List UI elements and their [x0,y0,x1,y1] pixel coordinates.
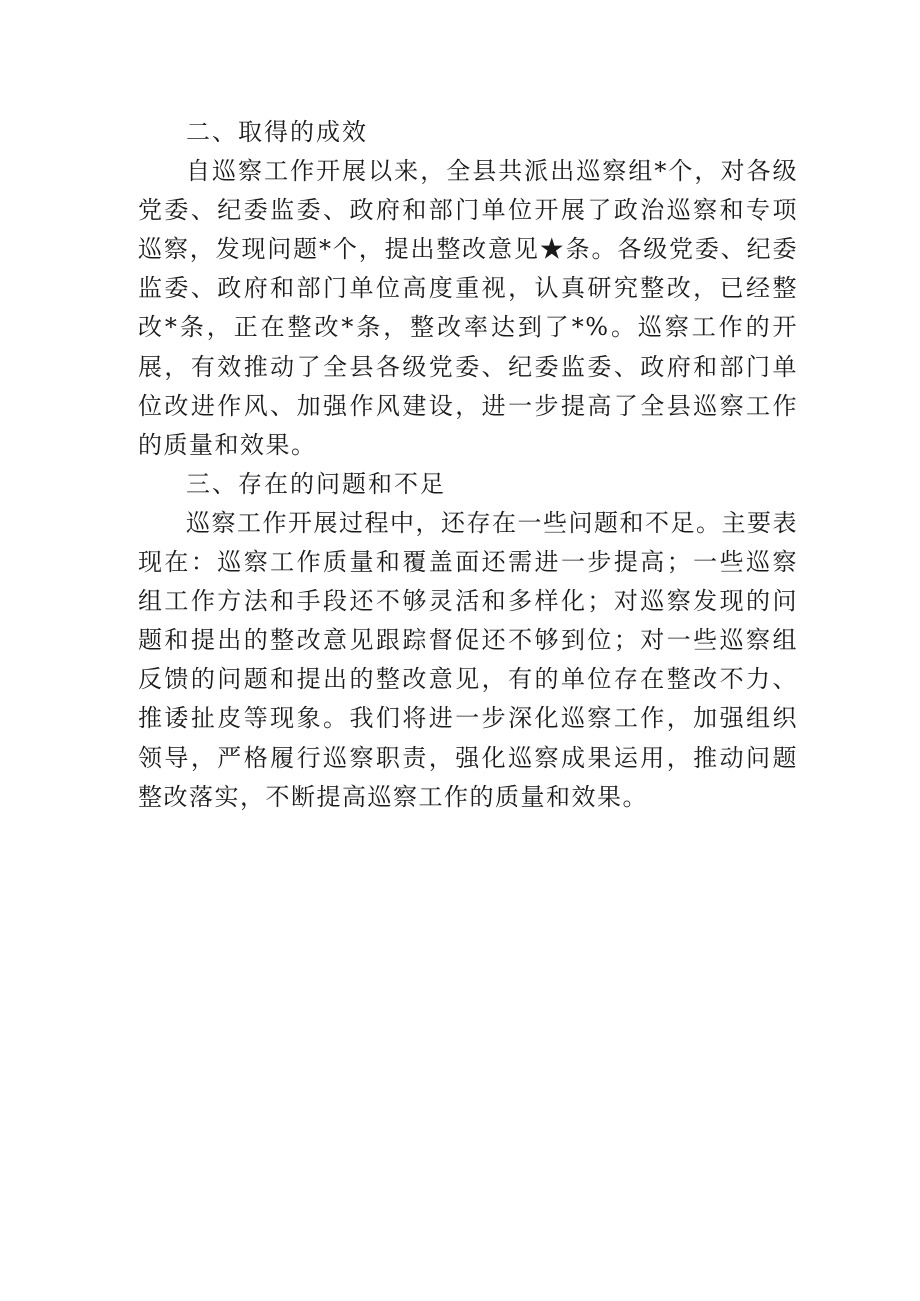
document-body [138,113,798,817]
section-heading-problems: 三、存在的问题和不足 [186,469,446,498]
section-heading-achievements: 二、取得的成效 [186,118,368,146]
section-paragraph-problems: 巡察工作开展过程中，还存在一些问题和不足。主要表现在：巡察工作质量和覆盖面还需进一步提高；一些巡察组工作方法和手段还不够灵活和多样化；对巡察发现的问题和提出的整改意见跟踪督促还不够到位；对一些巡察组反馈的问题和提出的整改意见，有的单位存在整改不力、推诿扯皮等现象。我们将进一步深化巡察工作，加强组织领导，严格履行巡察职责，强化巡察成果运用，推动问题整改落实，不断提高巡察工作的质量和效果。 [138,508,798,811]
section-paragraph-achievements: 自巡察工作开展以来，全县共派出巡察组*个，对各级党委、纪委监委、政府和部门单位开展了政治巡察和专项巡察，发现问题*个，提出整改意见★条。各级党委、纪委监委、政府和部门单位高度重视，认真研究整改，已经整改*条，正在整改*条，整改率达到了*%。巡察工作的开展，有效推动了全县各级党委、纪委监委、政府和部门单位改进作风、加强作风建设，进一步提高了全县巡察工作的质量和效果。 [138,157,798,459]
